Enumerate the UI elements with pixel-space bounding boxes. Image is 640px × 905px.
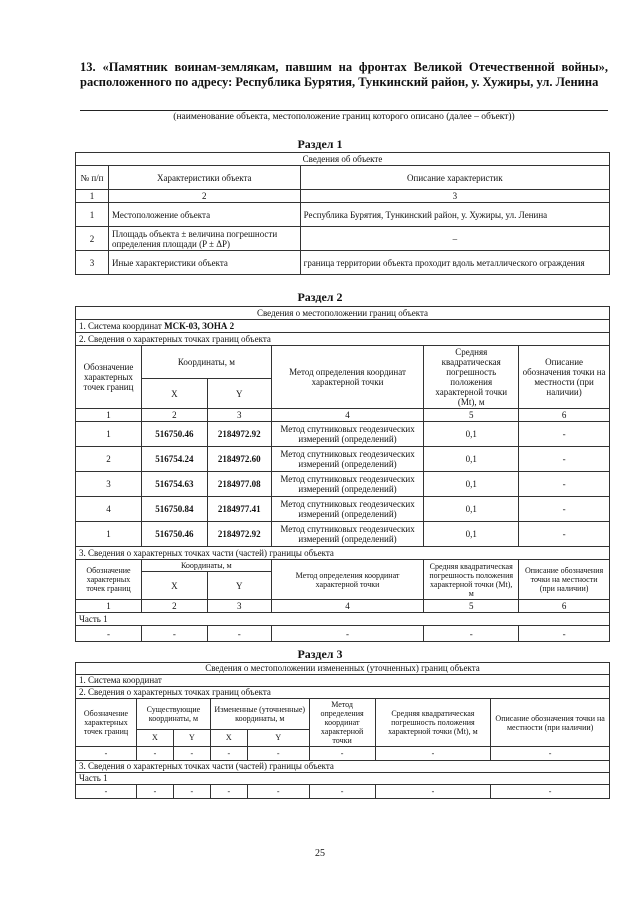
header-designation: Обозначение характерных точек границ <box>76 699 137 747</box>
point-method: Метод спутниковых геодезических измерений (определений) <box>271 422 424 447</box>
header-description: Описание обозначения точки на местности (при наличии) <box>491 699 610 747</box>
point-description: - <box>519 522 610 547</box>
point-y: 2184977.08 <box>207 472 271 497</box>
table-row <box>76 497 610 522</box>
point-method: Метод спутниковых геодезических измерений (определений) <box>271 522 424 547</box>
empty-cell: - <box>247 747 309 761</box>
empty-cell: - <box>136 747 173 761</box>
table-row <box>76 626 610 642</box>
empty-cell: - <box>136 785 173 799</box>
header-y: Y <box>173 729 210 746</box>
point-error: 0,1 <box>424 522 519 547</box>
point-description: - <box>519 422 610 447</box>
empty-cell: - <box>519 626 610 642</box>
header-x: X <box>141 379 207 409</box>
point-method: Метод спутниковых геодезических измерений (определений) <box>271 472 424 497</box>
part-label: Часть 1 <box>76 773 610 785</box>
header-method: Метод определения координат характерной точки <box>271 560 424 600</box>
table-row <box>76 522 610 547</box>
header-method: Метод определения координат характерной точки <box>271 346 424 409</box>
header-coordinates: Координаты, м <box>141 560 271 572</box>
point-description: - <box>519 497 610 522</box>
object-title: 13. «Памятник воинам-землякам, павшим на фронтах Великой Отечественной войны», расположенного по адресу: Республика Бурятия, Тункинский район, у. Хужиры, ул. Ленина <box>80 60 608 89</box>
empty-cell: - <box>76 747 137 761</box>
section1-table <box>75 152 610 275</box>
section1-subtitle: Сведения об объекте <box>76 153 610 166</box>
point-error: 0,1 <box>424 447 519 472</box>
row-number: 2 <box>76 227 109 251</box>
header-y: Y <box>207 379 271 409</box>
column-number: 3 <box>300 190 609 203</box>
empty-cell: - <box>375 747 491 761</box>
characteristic-name: Иные характеристики объекта <box>108 251 300 275</box>
header-error: Средняя квадратическая погрешность положения характерной точки (Mt), м <box>424 560 519 600</box>
column-number: 1 <box>76 600 142 613</box>
empty-cell: - <box>375 785 491 799</box>
header-x: X <box>210 729 247 746</box>
header-coordinates: Координаты, м <box>141 346 271 379</box>
point-description: - <box>519 472 610 497</box>
column-number: 3 <box>207 409 271 422</box>
coordinate-system: 1. Система координат <box>76 675 610 687</box>
empty-cell: - <box>173 785 210 799</box>
header-x: X <box>136 729 173 746</box>
header-error: Средняя квадратическая погрешность положения характерной точки (Mt), м <box>375 699 491 747</box>
empty-cell: - <box>173 747 210 761</box>
empty-cell: - <box>491 785 610 799</box>
characteristic-value: граница территории объекта проходит вдоль металлического ограждения <box>300 251 609 275</box>
point-x: 516754.63 <box>141 472 207 497</box>
empty-cell: - <box>207 626 271 642</box>
point-method: Метод спутниковых геодезических измерений (определений) <box>271 447 424 472</box>
column-number: 5 <box>424 409 519 422</box>
column-number: 2 <box>108 190 300 203</box>
section2-title: Раздел 2 <box>297 290 343 304</box>
point-y: 2184977.41 <box>207 497 271 522</box>
page-number: 25 <box>315 848 325 859</box>
row-number: 3 <box>76 251 109 275</box>
characteristic-value: Республика Бурятия, Тункинский район, у. Хужиры, ул. Ленина <box>300 203 609 227</box>
column-number: 2 <box>141 409 207 422</box>
point-designation: 1 <box>76 422 142 447</box>
coordinate-system-value: МСК-03, ЗОНА 2 <box>164 321 235 331</box>
point-y: 2184972.60 <box>207 447 271 472</box>
section3-title: Раздел 3 <box>297 647 343 661</box>
empty-cell: - <box>210 747 247 761</box>
empty-cell: - <box>309 785 375 799</box>
empty-cell: - <box>76 626 142 642</box>
header-y: Y <box>247 729 309 746</box>
header-designation: Обозначение характерных точек границ <box>76 346 142 409</box>
point-designation: 2 <box>76 447 142 472</box>
point-designation: 4 <box>76 497 142 522</box>
empty-cell: - <box>491 747 610 761</box>
header-number: № п/п <box>76 166 109 190</box>
column-number: 1 <box>76 409 142 422</box>
header-characteristic: Характеристики объекта <box>108 166 300 190</box>
table-row <box>76 447 610 472</box>
header-error: Средняя квадратическая погрешность положения характерной точки (Mt), м <box>424 346 519 409</box>
point-y: 2184972.92 <box>207 522 271 547</box>
column-number: 6 <box>519 600 610 613</box>
table-row <box>76 785 610 799</box>
header-existing-coordinates: Существующие координаты, м <box>136 699 210 730</box>
section3-table <box>75 662 610 799</box>
point-x: 516750.46 <box>141 422 207 447</box>
point-x: 516750.46 <box>141 522 207 547</box>
characteristic-name: Местоположение объекта <box>108 203 300 227</box>
point-x: 516750.84 <box>141 497 207 522</box>
empty-cell: - <box>271 626 424 642</box>
section2-table <box>75 306 610 642</box>
column-number: 6 <box>519 409 610 422</box>
row-number: 1 <box>76 203 109 227</box>
points-title: 2. Сведения о характерных точках границ объекта <box>76 687 610 699</box>
header-description: Описание обозначения точки на местности (при наличии) <box>519 560 610 600</box>
part-label: Часть 1 <box>76 613 610 626</box>
column-number: 4 <box>271 409 424 422</box>
title-underline <box>80 110 608 111</box>
section2-subtitle: Сведения о местоположении границ объекта <box>76 307 610 320</box>
coordinate-system-label: 1. Система координат <box>79 321 165 331</box>
points-title: 2. Сведения о характерных точках границ объекта <box>76 333 610 346</box>
section1-title: Раздел 1 <box>297 137 343 151</box>
title-caption: (наименование объекта, местоположение границ которого описано (далее – объект)) <box>173 112 515 122</box>
header-description: Описание характеристик <box>300 166 609 190</box>
point-description: - <box>519 447 610 472</box>
parts-title: 3. Сведения о характерных точках части (частей) границы объекта <box>76 547 610 560</box>
table-row <box>76 747 610 761</box>
column-number: 3 <box>207 600 271 613</box>
header-changed-coordinates: Измененные (уточненные) координаты, м <box>210 699 309 730</box>
empty-cell: - <box>76 785 137 799</box>
coordinate-system <box>76 320 610 333</box>
header-y: Y <box>207 572 271 600</box>
characteristic-name: Площадь объекта ± величина погрешности определения площади (P ± ΔP) <box>108 227 300 251</box>
empty-cell: - <box>210 785 247 799</box>
empty-cell: - <box>247 785 309 799</box>
column-number: 4 <box>271 600 424 613</box>
table-row <box>76 422 610 447</box>
header-description: Описание обозначения точки на местности (при наличии) <box>519 346 610 409</box>
empty-cell: - <box>309 747 375 761</box>
column-number: 2 <box>141 600 207 613</box>
point-designation: 1 <box>76 522 142 547</box>
empty-cell: - <box>424 626 519 642</box>
point-error: 0,1 <box>424 472 519 497</box>
section3-subtitle: Сведения о местоположении измененных (уточненных) границ объекта <box>76 663 610 675</box>
point-x: 516754.24 <box>141 447 207 472</box>
table-row <box>76 472 610 497</box>
column-number: 5 <box>424 600 519 613</box>
characteristic-value: – <box>300 227 609 251</box>
header-method: Метод определения координат характерной точки <box>309 699 375 747</box>
column-number: 1 <box>76 190 109 203</box>
point-y: 2184972.92 <box>207 422 271 447</box>
header-x: X <box>141 572 207 600</box>
point-error: 0,1 <box>424 422 519 447</box>
point-method: Метод спутниковых геодезических измерений (определений) <box>271 497 424 522</box>
header-designation: Обозначение характерных точек границ <box>76 560 142 600</box>
point-error: 0,1 <box>424 497 519 522</box>
point-designation: 3 <box>76 472 142 497</box>
empty-cell: - <box>141 626 207 642</box>
parts-title: 3. Сведения о характерных точках части (частей) границы объекта <box>76 761 610 773</box>
